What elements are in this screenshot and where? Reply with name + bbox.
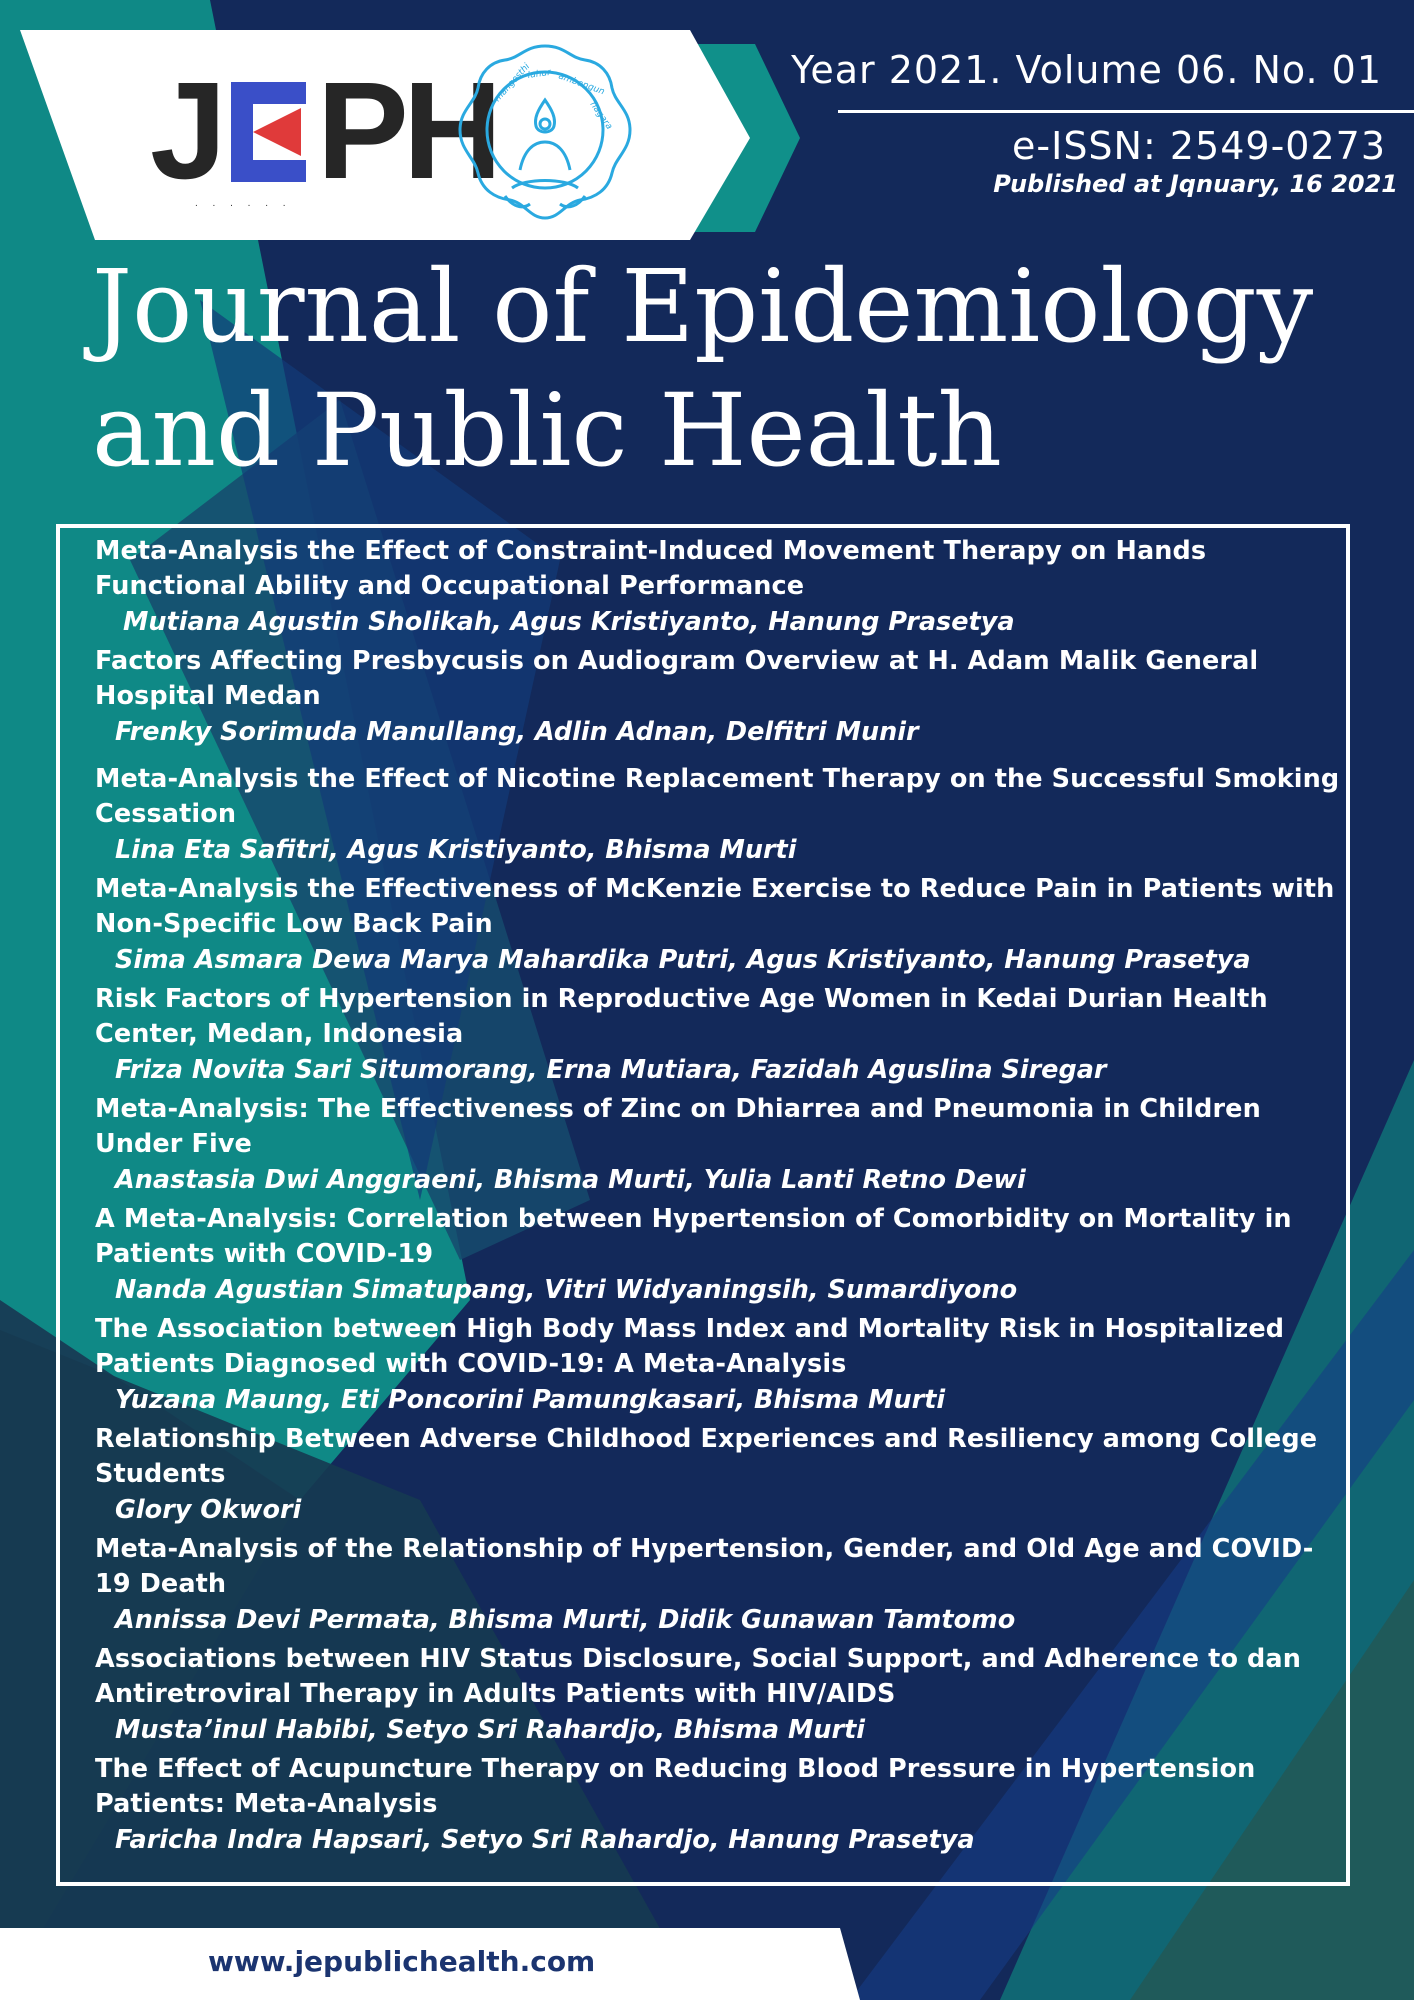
article-authors: Annissa Devi Permata, Bhisma Murti, Didik Gunawan Tamtomo (115, 1605, 1016, 1635)
issn: e-ISSN: 2549-0273 (1012, 124, 1386, 168)
article-item (95, 1092, 1345, 1198)
article-item (95, 872, 1345, 978)
journal-title-line-1: Journal of Epidemiology (92, 248, 1314, 365)
article-title: The Effect of Acupuncture Therapy on Reducing Blood Pressure in Hypertension Patients: Meta-Analysis (95, 1754, 1256, 1819)
logo-subtitle: . . . . . . (195, 198, 292, 209)
article-authors: Musta’inul Habibi, Setyo Sri Rahardjo, Bhisma Murti (115, 1715, 866, 1745)
article-title: Meta-Analysis the Effect of Nicotine Replacement Therapy on the Successful Smoking Cessation (95, 764, 1340, 829)
article-authors: Friza Novita Sari Situmorang, Erna Mutiara, Fazidah Aguslina Siregar (115, 1055, 1107, 1085)
article-item (95, 1752, 1345, 1858)
article-title: Meta-Analysis: The Effectiveness of Zinc on Dhiarrea and Pneumonia in Children Under Five (95, 1094, 1261, 1159)
journal-title (92, 245, 1392, 493)
article-title: Associations between HIV Status Disclosure, Social Support, and Adherence to dan Antiretroviral Therapy in Adults Patients with HIV/AIDS (95, 1644, 1301, 1709)
logo-e-mark-icon (221, 82, 313, 182)
article-item (95, 644, 1345, 750)
university-seal-icon (450, 38, 640, 228)
jeph-logo: J PH (150, 54, 497, 208)
article-item (95, 1312, 1345, 1418)
article-item (95, 1422, 1345, 1528)
article-item (95, 1642, 1345, 1748)
article-item (95, 1202, 1345, 1308)
published-date: Published at Jqnuary, 16 2021 (993, 170, 1398, 198)
article-authors: Anastasia Dwi Anggraeni, Bhisma Murti, Yulia Lanti Retno Dewi (115, 1165, 1026, 1195)
article-authors: Glory Okwori (115, 1495, 302, 1525)
article-authors: Frenky Sorimuda Manullang, Adlin Adnan, Delfitri Munir (115, 717, 919, 747)
article-title: The Association between High Body Mass Index and Mortality Risk in Hospitalized Patients Diagnosed with COVID-19: A Meta-Analysis (95, 1314, 1285, 1379)
article-title: Factors Affecting Presbycusis on Audiogram Overview at H. Adam Malik General Hospital Medan (95, 646, 1259, 711)
article-authors: Nanda Agustian Simatupang, Vitri Widyaningsih, Sumardiyono (115, 1275, 1018, 1305)
article-list (95, 534, 1345, 1862)
year-volume-number: Year 2021. Volume 06. No. 01 (791, 48, 1382, 92)
article-item (95, 762, 1345, 868)
svg-text:luhur: luhur (527, 67, 552, 81)
article-authors: Sima Asmara Dewa Marya Mahardika Putri, Agus Kristiyanto, Hanung Prasetya (115, 945, 1251, 975)
header-divider (838, 110, 1414, 113)
article-title: A Meta-Analysis: Correlation between Hypertension of Comorbidity on Mortality in Patients with COVID-19 (95, 1204, 1292, 1269)
article-authors: Mutiana Agustin Sholikah, Agus Kristiyanto, Hanung Prasetya (123, 607, 1015, 637)
svg-text:mangesthi: mangesthi (492, 61, 533, 105)
website-link[interactable]: www.jepublichealth.com (208, 1945, 596, 1978)
article-title: Meta-Analysis of the Relationship of Hypertension, Gender, and Old Age and COVID-19 Death (95, 1534, 1314, 1599)
article-authors: Faricha Indra Hapsari, Setyo Sri Rahardjo, Hanung Prasetya (115, 1825, 975, 1855)
article-item (95, 534, 1345, 640)
article-authors: Yuzana Maung, Eti Poncorini Pamungkasari, Bhisma Murti (115, 1385, 946, 1415)
svg-text:nagara: nagara (587, 99, 614, 132)
article-title: Meta-Analysis the Effect of Constraint-Induced Movement Therapy on Hands Functional Ability and Occupational Performance (95, 536, 1207, 601)
journal-title-line-2: and Public Health (92, 372, 1002, 489)
article-item (95, 1532, 1345, 1638)
article-title: Risk Factors of Hypertension in Reproductive Age Women in Kedai Durian Health Center, Medan, Indonesia (95, 984, 1268, 1049)
svg-text:ambangun: ambangun (556, 71, 606, 98)
article-authors: Lina Eta Safitri, Agus Kristiyanto, Bhisma Murti (115, 835, 797, 865)
article-title: Meta-Analysis the Effectiveness of McKenzie Exercise to Reduce Pain in Patients with Non-Specific Low Back Pain (95, 874, 1335, 939)
article-item (95, 982, 1345, 1088)
article-title: Relationship Between Adverse Childhood Experiences and Resiliency among College Students (95, 1424, 1318, 1489)
